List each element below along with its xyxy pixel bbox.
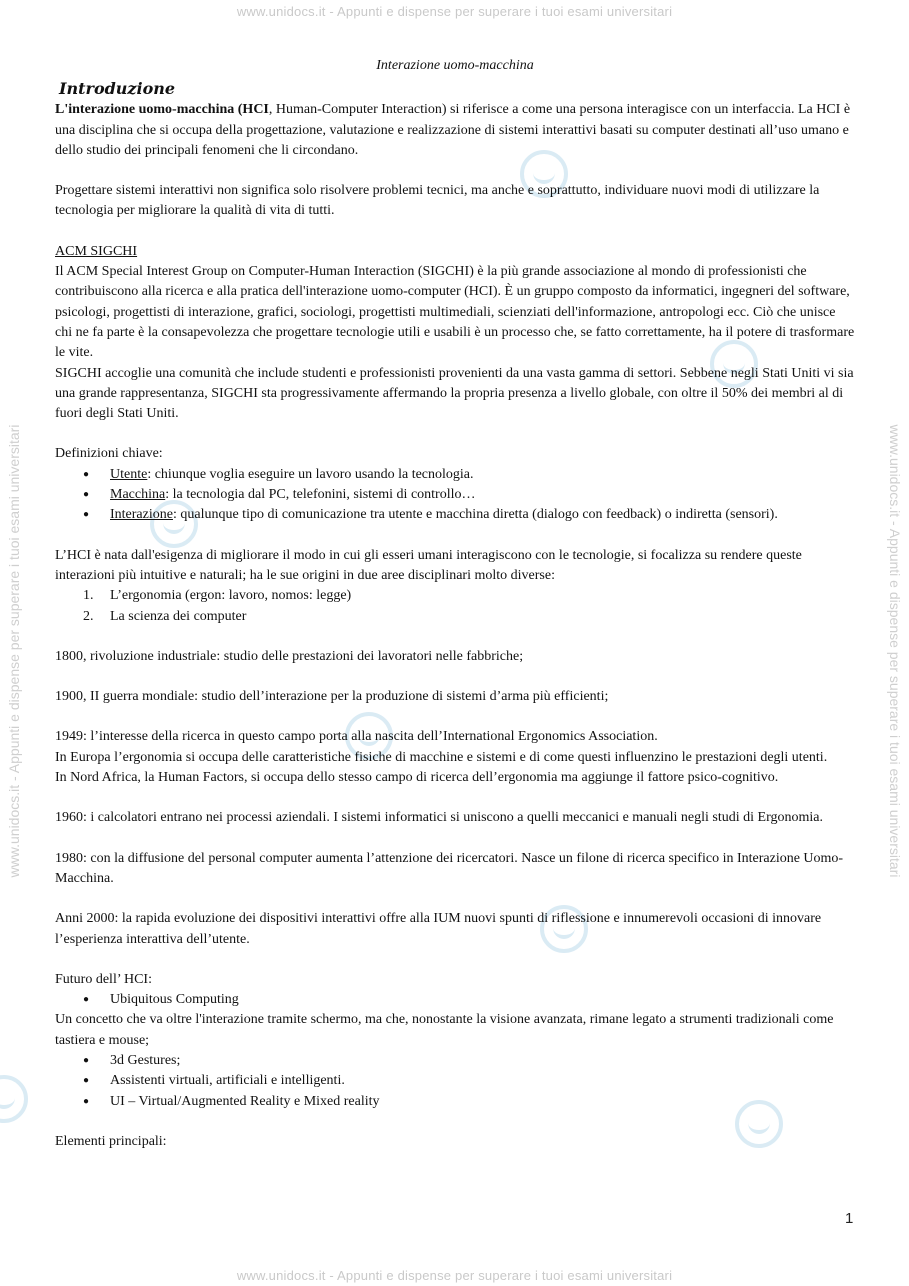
list-item: ● Assistenti virtuali, artificiali e intelligenti. bbox=[55, 1071, 855, 1091]
future-list-2 bbox=[55, 1051, 855, 1112]
list-item bbox=[55, 485, 855, 505]
list-text: La scienza dei computer bbox=[110, 608, 247, 624]
watermark-logo-icon bbox=[0, 1075, 28, 1123]
section-heading-introduzione: Introduzione bbox=[59, 79, 176, 99]
intro-text: , Human-Computer Interaction) si riferisce a come una persona interagisce con un interfaccia. La HCI è una disciplina che si occupa della progettazione, valutazione e realizzazione di sistemi interattivi basati su computer destinati all’uso umano e dello studio dei principali fenomeni che li circondano. bbox=[55, 102, 851, 158]
document-body bbox=[55, 56, 855, 1152]
list-number: 1. bbox=[83, 588, 94, 604]
intro-paragraph-2: Progettare sistemi interattivi non significa solo risolvere problemi tecnici, ma anche e soprattutto, individuare nuovi modi di utilizzare la tecnologia per migliorare la qualità di vita di tutti. bbox=[55, 183, 820, 219]
list-item bbox=[55, 465, 855, 485]
timeline-europe: In Europa l’ergonomia si occupa delle caratteristiche fisiche di macchine e sistemi e di come questi influenzino le prestazioni degli utenti. bbox=[55, 749, 828, 765]
list-item bbox=[55, 505, 855, 525]
definition-term: Interazione bbox=[110, 507, 173, 523]
acm-paragraph-2: SIGCHI accoglie una comunità che include studenti e professionisti provenienti da una vasta gamma di settori. Sebbene negli Stati Uniti vi sia una grande rappresentanza, SIGCHI sta progressivamente affermando la propria presenza a livello globale, con oltre il 50% dei membri al di fuori degli Stati Uniti. bbox=[55, 365, 854, 422]
acm-paragraph-1: Il ACM Special Interest Group on Computer-Human Interaction (SIGCHI) è la più grande associazione al mondo di professionisti che contribuiscono alla ricerca e alla pratica dell'interazione uomo-computer (HCI). È un gruppo composto da informatici, ingegneri del software, psicologi, progettisti di interazione, grafici, sociologi, progettisti multimediali, scienziati dell'informazione, antropologi ecc. Ciò che unisce chi ne fa parte è la consapevolezza che progettare tecnologie utili e usabili è un processo che, se fatto correttamente, ha il potere di trasformare le vite. bbox=[55, 264, 855, 361]
list-item bbox=[55, 607, 855, 627]
timeline-1800: 1800, rivoluzione industriale: studio delle prestazioni dei lavoratori nelle fabbriche; bbox=[55, 648, 524, 664]
watermark-left: www.unidocs.it - Appunti e dispense per superare i tuoi esami universitari bbox=[6, 424, 22, 878]
timeline-nord-africa: In Nord Africa, la Human Factors, si occupa dello stesso campo di ricerca dell’ergonomia ma aggiunge il fattore psico-cognitivo. bbox=[55, 770, 779, 786]
future-paragraph: Un concetto che va oltre l'interazione tramite schermo, ma che, nonostante la visione avanzata, rimane legato a strumenti tradizionali come tastiera e mouse; bbox=[55, 1012, 834, 1048]
acm-heading: ACM SIGCHI bbox=[55, 243, 138, 259]
document-title: Interazione uomo-macchina bbox=[376, 58, 534, 73]
page-number: 1 bbox=[845, 1210, 854, 1227]
intro-bold-acronym: (HCI bbox=[237, 102, 269, 118]
definition-text: : la tecnologia dal PC, telefonini, sistemi di controllo… bbox=[165, 487, 476, 503]
future-label: Futuro dell’ HCI: bbox=[55, 971, 152, 987]
definition-text: : chiunque voglia eseguire un lavoro usando la tecnologia. bbox=[147, 466, 474, 482]
list-text: L’ergonomia (ergon: lavoro, nomos: legge) bbox=[110, 588, 352, 604]
definitions-list bbox=[55, 465, 855, 526]
intro-bold-term: L'interazione uomo-macchina bbox=[55, 102, 235, 118]
definitions-label: Definizioni chiave: bbox=[55, 446, 163, 462]
list-number: 2. bbox=[83, 608, 94, 624]
list-item: ● 3d Gestures; bbox=[55, 1051, 855, 1071]
list-item: ● UI – Virtual/Augmented Reality e Mixed reality bbox=[55, 1092, 855, 1112]
definition-term: Macchina bbox=[110, 487, 166, 503]
timeline-1949: 1949: l’interesse della ricerca in questo campo porta alla nascita dell’International Ergonomics Association. bbox=[55, 729, 658, 745]
origins-paragraph: L’HCI è nata dall'esigenza di migliorare il modo in cui gli esseri umani interagiscono con le tecnologie, si focalizza su rendere queste interazioni più intuitive e naturali; ha le sue origini in due aree disciplinari molto diverse: bbox=[55, 547, 802, 583]
timeline-2000: Anni 2000: la rapida evoluzione dei dispositivi interattivi offre alla IUM nuovi spunti di riflessione e innumerevoli occasioni di innovare l’esperienza interattiva dell’utente. bbox=[55, 911, 822, 947]
definition-text: : qualunque tipo di comunicazione tra utente e macchina diretta (dialogo con feedback) o indiretta (sensori). bbox=[172, 507, 778, 523]
origins-list bbox=[55, 586, 855, 627]
watermark-top: www.unidocs.it - Appunti e dispense per superare i tuoi esami universitari bbox=[236, 4, 673, 19]
future-list-1 bbox=[55, 990, 855, 1010]
watermark-bottom: www.unidocs.it - Appunti e dispense per superare i tuoi esami universitari bbox=[236, 1268, 673, 1283]
watermark-right: www.unidocs.it - Appunti e dispense per superare i tuoi esami universitari bbox=[887, 424, 903, 878]
list-item: ● Ubiquitous Computing bbox=[55, 990, 855, 1010]
elements-label: Elementi principali: bbox=[55, 1133, 167, 1149]
intro-paragraph bbox=[55, 100, 855, 161]
timeline-1960: 1960: i calcolatori entrano nei processi aziendali. I sistemi informatici si uniscono a quelli meccanici e manuali negli studi di Ergonomia. bbox=[55, 810, 823, 826]
definition-term: Utente bbox=[110, 466, 148, 482]
list-item bbox=[55, 586, 855, 606]
timeline-1900: 1900, II guerra mondiale: studio dell’interazione per la produzione di sistemi d’arma più efficienti; bbox=[55, 689, 609, 705]
timeline-1980: 1980: con la diffusione del personal computer aumenta l’attenzione dei ricercatori. Nasce un filone di ricerca specifico in Interazione Uomo-Macchina. bbox=[55, 850, 844, 886]
